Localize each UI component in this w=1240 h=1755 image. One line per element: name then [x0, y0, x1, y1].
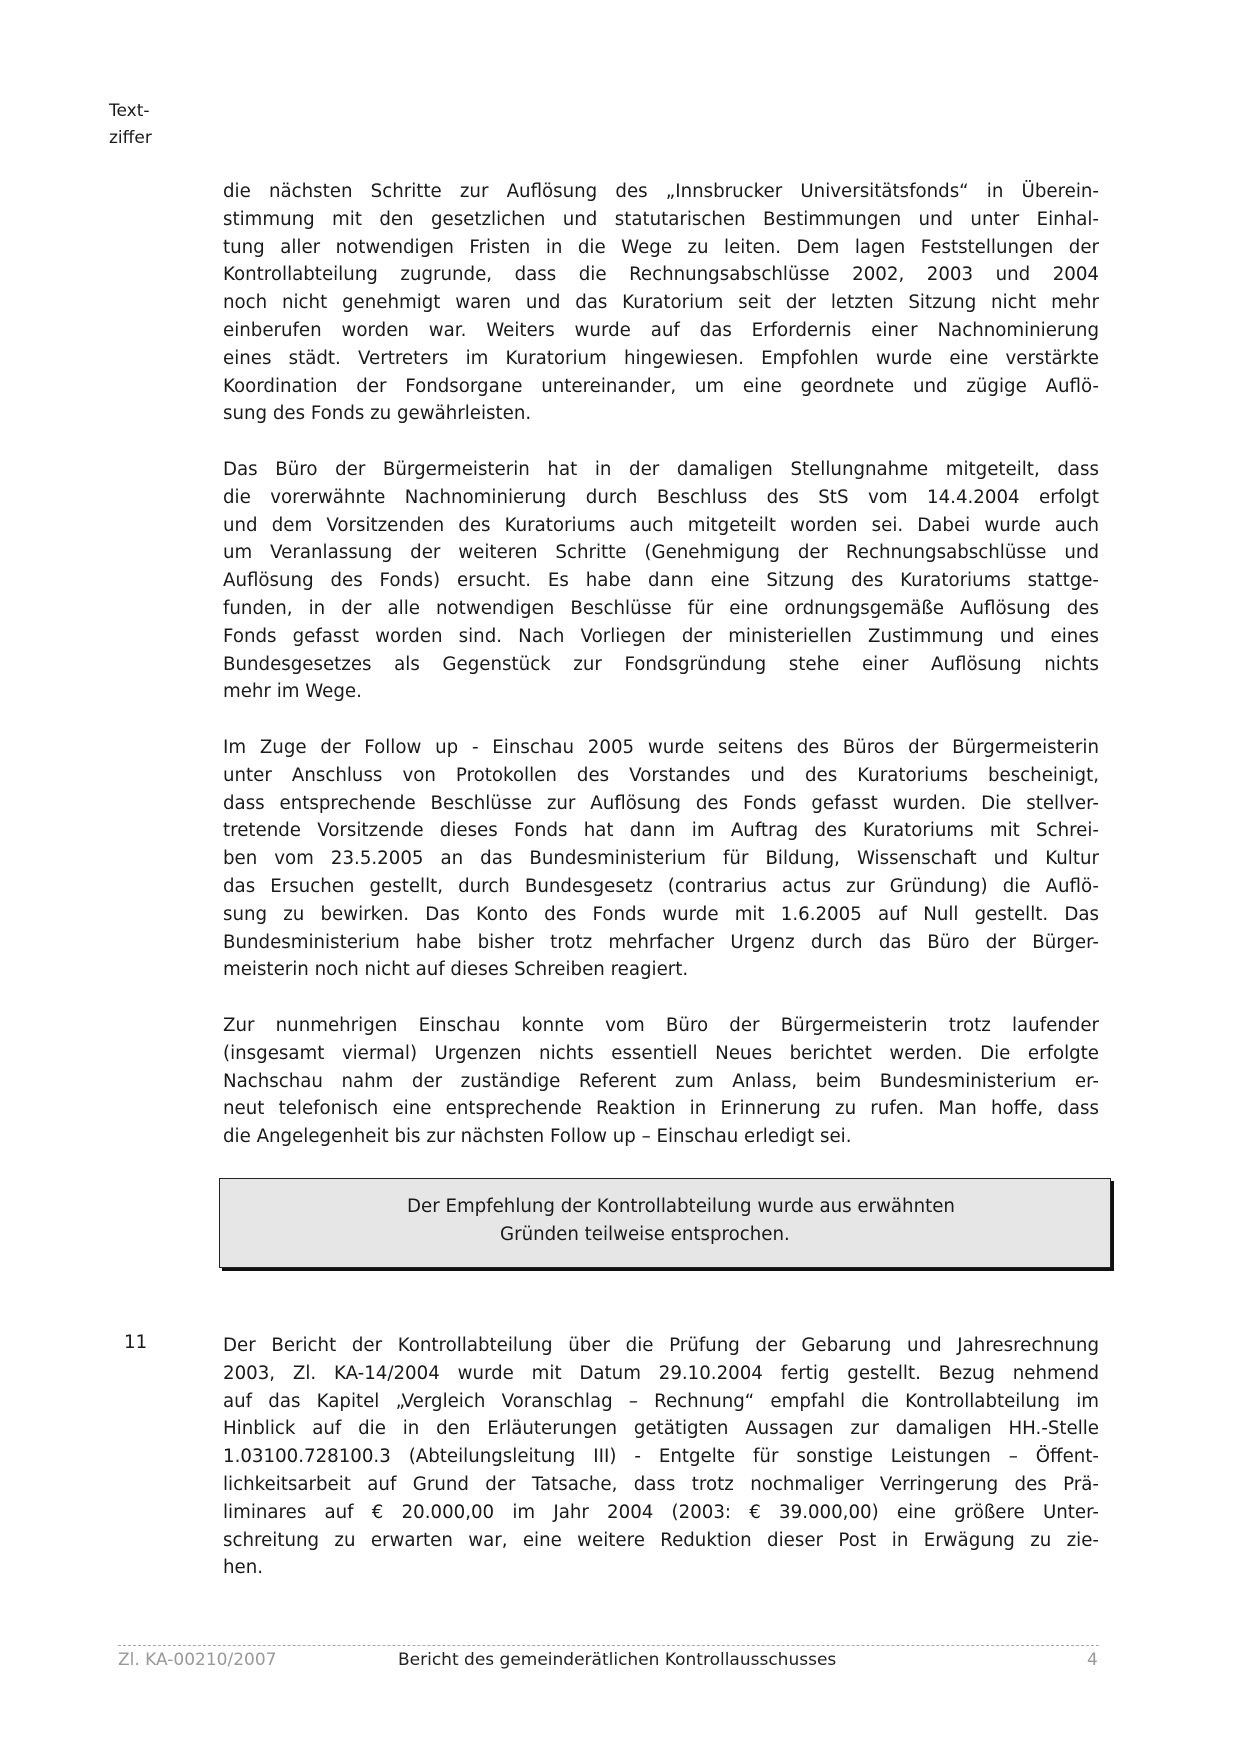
text-line: dass entsprechende Beschlüsse zur Auflösung des Fonds gefasst wurden. Die stellver- — [223, 792, 1099, 814]
text-line: lichkeitsarbeit auf Grund der Tatsache, dass trotz nochmaliger Verringerung des Prä- — [223, 1473, 1099, 1495]
paragraph-1 — [223, 178, 1099, 428]
text-line: Zur nunmehrigen Einschau konnte vom Büro der Bürgermeisterin trotz laufender — [223, 1015, 1099, 1036]
text-line: stimmung mit den gesetzlichen und statutarischen Bestimmungen und unter Einhal- — [223, 208, 1099, 230]
text-line: sung zu bewirken. Das Konto des Fonds wurde mit 1.6.2005 auf Null gestellt. Das — [223, 903, 1099, 925]
text-line: meisterin noch nicht auf dieses Schreiben reagiert. — [223, 959, 689, 981]
footer-reference: Zl. KA-00210/2007 — [118, 1650, 277, 1670]
text-line: Auflösung des Fonds) ersucht. Es habe dann eine Sitzung des Kuratoriums stattge- — [223, 570, 1099, 592]
margin-label-line: Text- — [109, 101, 150, 121]
margin-label-textziffer — [109, 98, 152, 152]
text-line: eines städt. Vertreters im Kuratorium hingewiesen. Empfohlen wurde eine verstärkte — [223, 347, 1099, 369]
text-line: Nachschau nahm der zuständige Referent zum Anlass, beim Bundesministerium er- — [223, 1070, 1099, 1092]
text-line: liminares auf € 20.000,00 im Jahr 2004 (2003: € 39.000,00) eine größere Unter- — [223, 1501, 1099, 1523]
result-box-line: Der Empfehlung der Kontrollabteilung wurde aus erwähnten — [407, 1196, 955, 1217]
text-line: ben vom 23.5.2005 an das Bundesministerium für Bildung, Wissenschaft und Kultur — [223, 848, 1099, 870]
text-line: Bundesministerium habe bisher trotz mehrfacher Urgenz durch das Büro der Bürger- — [223, 931, 1099, 953]
text-line: tung aller notwendigen Fristen in die Wege zu leiten. Dem lagen Feststellungen der — [223, 236, 1099, 258]
text-line: einberufen worden war. Weiters wurde auf das Erfordernis einer Nachnominierung — [223, 319, 1099, 341]
result-box — [219, 1178, 1111, 1268]
text-line: 1.03100.728100.3 (Abteilungsleitung III) - Entgelte für sonstige Leistungen – Öffent- — [223, 1446, 1099, 1468]
text-line: die nächsten Schritte zur Auflösung des „Innsbrucker Universitätsfonds“ in Überein- — [223, 181, 1099, 202]
text-line: Im Zuge der Follow up - Einschau 2005 wurde seitens des Büros der Bürgermeisterin — [223, 737, 1099, 758]
textziffer-number: 11 — [124, 1332, 148, 1353]
text-line: neut telefonisch eine entsprechende Reaktion in Erinnerung zu rufen. Man hoffe, dass — [223, 1098, 1099, 1120]
text-line: und dem Vorsitzenden des Kuratoriums auch mitgeteilt worden sei. Dabei wurde auch — [223, 514, 1099, 536]
text-line: unter Anschluss von Protokollen des Vorstandes und des Kuratoriums bescheinigt, — [223, 764, 1099, 786]
text-line: (insgesamt viermal) Urgenzen nichts essentiell Neues berichtet werden. Die erfolgte — [223, 1042, 1099, 1064]
text-line: 2003, Zl. KA-14/2004 wurde mit Datum 29.10.2004 fertig gestellt. Bezug nehmend — [223, 1362, 1099, 1384]
text-line: Der Bericht der Kontrollabteilung über die Prüfung der Gebarung und Jahresrechnung — [223, 1335, 1099, 1356]
text-line: tretende Vorsitzende dieses Fonds hat dann im Auftrag des Kuratoriums mit Schrei- — [223, 820, 1099, 842]
text-line: Das Büro der Bürgermeisterin hat in der damaligen Stellungnahme mitgeteilt, dass — [223, 459, 1099, 480]
text-line: mehr im Wege. — [223, 681, 362, 703]
paragraph-3 — [223, 734, 1099, 984]
text-line: Kontrollabteilung zugrunde, dass die Rechnungsabschlüsse 2002, 2003 und 2004 — [223, 264, 1099, 286]
paragraph-2 — [223, 456, 1099, 706]
text-line: funden, in der alle notwendigen Beschlüsse für eine ordnungsgemäße Auflösung des — [223, 597, 1099, 619]
text-line: Fonds gefasst worden sind. Nach Vorliegen der ministeriellen Zustimmung und eines — [223, 625, 1099, 647]
text-line: Hinblick auf die in den Erläuterungen getätigten Aussagen zur damaligen HH.-Stelle — [223, 1418, 1099, 1440]
text-line: die Angelegenheit bis zur nächsten Follow up – Einschau erledigt sei. — [223, 1126, 852, 1148]
paragraph-4 — [223, 1012, 1099, 1151]
footer-divider — [118, 1645, 1099, 1646]
footer-title: Bericht des gemeinderätlichen Kontrollausschusses — [398, 1650, 837, 1670]
paragraph-item-11 — [223, 1332, 1099, 1582]
text-line: Koordination der Fondsorgane untereinander, um eine geordnete und zügige Auflö- — [223, 375, 1099, 397]
text-line: Bundesgesetzes als Gegenstück zur Fondsgründung stehe einer Auflösung nichts — [223, 653, 1099, 675]
text-line: schreitung zu erwarten war, eine weitere Reduktion dieser Post in Erwägung zu zie- — [223, 1529, 1099, 1551]
text-line: hen. — [223, 1557, 264, 1579]
text-line: sung des Fonds zu gewährleisten. — [223, 403, 532, 425]
footer-page-number: 4 — [1087, 1650, 1098, 1670]
text-line: das Ersuchen gestellt, durch Bundesgesetz (contrarius actus zur Gründung) die Auflö- — [223, 875, 1099, 897]
text-line: die vorerwähnte Nachnominierung durch Beschluss des StS vom 14.4.2004 erfolgt — [223, 486, 1099, 508]
text-line: noch nicht genehmigt waren und das Kuratorium seit der letzten Sitzung nicht mehr — [223, 292, 1099, 314]
margin-label-line: ziffer — [109, 128, 152, 148]
result-box-line: Gründen teilweise entsprochen. — [500, 1224, 790, 1245]
text-line: um Veranlassung der weiteren Schritte (Genehmigung der Rechnungsabschlüsse und — [223, 542, 1099, 564]
text-line: auf das Kapitel „Vergleich Voranschlag – Rechnung“ empfahl die Kontrollabteilung im — [223, 1390, 1099, 1412]
